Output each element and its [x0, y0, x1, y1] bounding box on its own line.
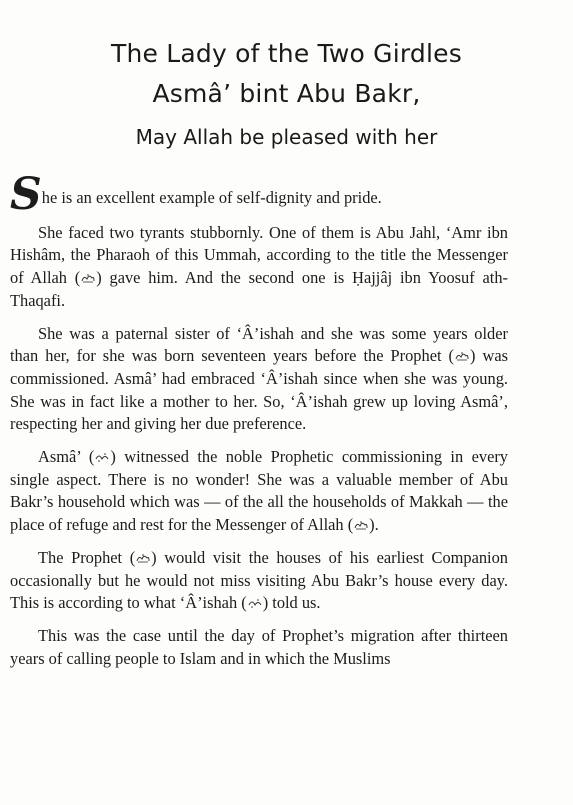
arabic-honorific-radiallahu-anha-icon	[247, 597, 263, 609]
paragraph-1-text: he is an excellent example of self-dignity and pride.	[41, 188, 382, 207]
paragraph-4-text-a: Asmâ’ (	[38, 447, 95, 467]
paragraph-5	[10, 547, 508, 615]
chapter-title-line-1: The Lady of the Two Girdles	[111, 39, 462, 68]
paragraph-3-text-b: ) was commissioned. Asmâ’ had embraced ‘Â’ishah since when she was young. She was in fact like a mother to her. So, ‘Â’ishah grew up loving Asmâ’, respecting her and giving her due preference.	[10, 346, 509, 434]
paragraph-4-text-b: ) witnessed the noble Prophetic commissioning in every single aspect. There is no wonder! She was a valuable member of Abu Bakr’s household which was — of the all the households of Makkah — the place of refuge and rest for the Messenger of Allah (	[10, 447, 509, 535]
paragraph-3	[10, 323, 508, 437]
paragraph-5-text-c: ) told us.	[262, 593, 321, 613]
paragraph-3-text-a: She was a paternal sister of ‘Â’ishah and she was some years older than her, for she was born seventeen years before the Prophet (	[10, 323, 508, 366]
paragraph-5-text-b: ) would visit the houses of his earliest Companion occasionally but he would not miss visiting Abu Bakr’s house every day. This is according to what ‘Â’ishah (	[10, 547, 509, 613]
chapter-subtitle: May Allah be pleased with her	[135, 125, 438, 149]
chapter-heading	[0, 34, 573, 152]
paragraph-4-text-c: ).	[369, 515, 379, 535]
arabic-honorific-salutation-icon	[454, 350, 470, 362]
paragraph-4	[10, 446, 508, 537]
arabic-honorific-salutation-icon	[80, 272, 96, 284]
arabic-honorific-radiallahu-anha-icon	[94, 451, 110, 463]
chapter-title-line-2: Asmâ’ bint Abu Bakr,	[152, 79, 421, 108]
paragraph-6	[10, 625, 508, 670]
arabic-honorific-salutation-icon	[135, 552, 151, 564]
paragraph-2-text-b: ) gave him. And the second one is Ḥajjâj ibn Yoosuf ath-Thaqafi.	[10, 268, 508, 310]
paragraph-1	[10, 169, 508, 220]
arabic-honorific-salutation-icon	[353, 519, 369, 531]
paragraph-5-text-a: The Prophet (	[38, 547, 136, 567]
chapter-body	[10, 169, 509, 680]
paragraph-2-text-a: She faced two tyrants stubbornly. One of them is Abu Jahl, ‘Amr ibn Hishâm, the Pharaoh of this Ummah, according to the title the Messenger of Allah (	[10, 222, 508, 288]
paragraph-6-text: This was the case until the day of Prophet’s migration after thirteen years of calling people to Islam and in which the Muslims	[10, 625, 508, 668]
paragraph-2	[10, 222, 508, 313]
drop-cap: S	[10, 169, 42, 220]
